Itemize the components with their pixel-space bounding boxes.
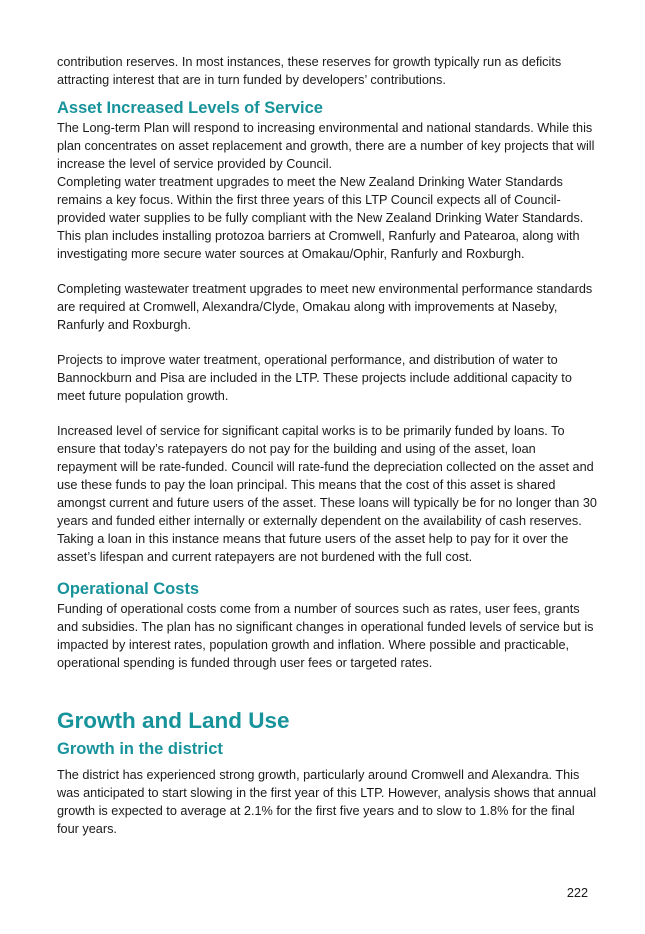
heading-growth-and-land-use: Growth and Land Use (57, 708, 290, 733)
alos-paragraph-3: Completing wastewater treatment upgrades to meet new environmental performance standards are required at Cromwell, Alexandra/Clyde, Omakau along with improvements at Naseby, Ranfurly and Roxburgh. (57, 282, 593, 332)
alos-paragraph-4: Projects to improve water treatment, operational performance, and distribution of water to Bannockburn and Pisa are included in the LTP. These projects include additional capacity to meet future population growth. (57, 353, 572, 403)
alos-paragraph-1: The Long-term Plan will respond to increasing environmental and national standards. While this plan concentrates on asset replacement and growth, there are a number of key projects that will increase the level of service provided by Council. (57, 121, 595, 171)
heading-growth-in-the-district: Growth in the district (57, 740, 223, 758)
heading-operational-costs: Operational Costs (57, 580, 200, 598)
page-number: 222 (566, 886, 588, 900)
intro-paragraph: contribution reserves. In most instances, these reserves for growth typically run as deficits attracting interest that are in turn funded by developers’ contributions. (57, 55, 562, 87)
alos-paragraph-5: Increased level of service for significant capital works is to be primarily funded by loans. To ensure that today’s ratepayers do not pay for the building and using of the asset, loan repayment will be rate-funded. Council will rate-fund the depreciation collected on the asset and use these funds to pay the loan principal. This means that the cost of this asset is shared amongst current and future users of the asset. These loans will typically be for no longer than 30 years and funded either internally or externally dependent on the availability of cash reserves. Taking a loan in this instance means that future users of the asset help to pay for it over the asset’s lifespan and current ratepayers are not burdened with the full cost. (57, 424, 597, 564)
oc-paragraph-1: Funding of operational costs come from a number of sources such as rates, user fees, grants and subsidies. The plan has no significant changes in operational funded levels of service but is impacted by interest rates, population growth and inflation. Where possible and practicable, operational spending is funded through user fees or targeted rates. (57, 602, 594, 670)
heading-asset-increased-levels-of-service: Asset Increased Levels of Service (57, 99, 323, 117)
document-page (57, 53, 597, 855)
glu-paragraph-1: The district has experienced strong growth, particularly around Cromwell and Alexandra. This was anticipated to start slowing in the first year of this LTP. However, analysis shows that annual growth is expected to average at 2.1% for the first five years and to slow to 1.8% for the final four years. (57, 768, 597, 836)
alos-paragraph-2: Completing water treatment upgrades to meet the New Zealand Drinking Water Standards remains a key focus. Within the first three years of this LTP Council expects all of Council-provided water supplies to be fully compliant with the New Zealand Drinking Water Standards. This plan includes installing protozoa barriers at Cromwell, Ranfurly and Patearoa, along with investigating more secure water sources at Omakau/Ophir, Ranfurly and Roxburgh. (57, 175, 584, 261)
